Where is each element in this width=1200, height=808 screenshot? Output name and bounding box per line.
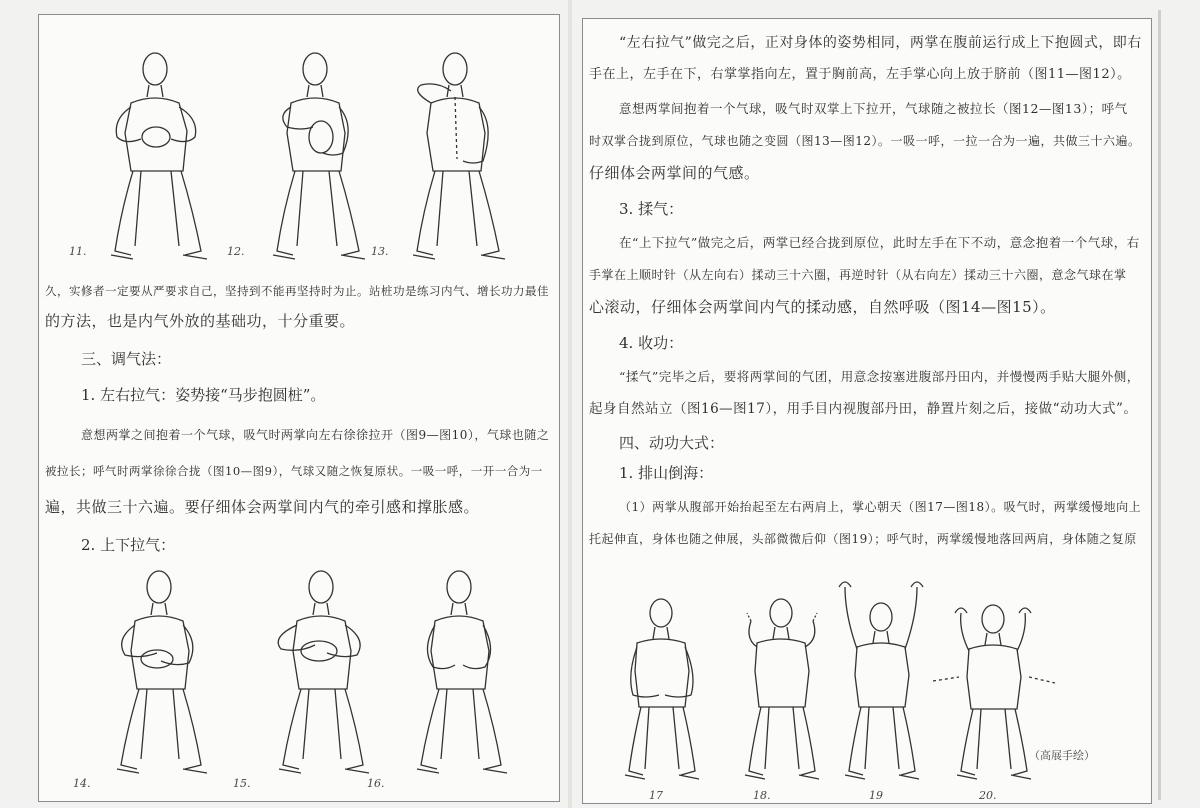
figure-13-holding-ball — [391, 41, 521, 269]
figure-18-lifting — [723, 591, 839, 787]
section-3-heading: 三、调气法： — [81, 350, 172, 368]
text-line: 起身自然站立（图16—图17），用手目内视腹部丹田，静置片刻之后，接做“动功大式”。 — [589, 401, 1138, 417]
text-line: “左右拉气”做完之后，正对身体的姿势相同，两掌在腹前运行成上下抱圆式，即右 — [619, 35, 1142, 51]
figure-17-standing — [603, 591, 719, 787]
text-line: 被拉长；呼气时两掌徐徐合拢（图10—图9），气球又随之恢复原状。一吸一呼，一开一合为一 — [45, 464, 543, 478]
right-page — [582, 18, 1152, 804]
figure-11-number: 11. — [69, 245, 87, 258]
item-3-heading: 3. 揉气： — [619, 200, 684, 218]
text-line: 仔细体会两掌间的气感。 — [589, 164, 760, 182]
figure-19-pushing-up — [823, 575, 939, 787]
figure-11-holding-ball — [91, 41, 221, 269]
text-line: 意想两掌间抱着一个气球，吸气时双掌上下拉开，气球随之被拉长（图12—图13）；呼气 — [619, 101, 1128, 116]
item-1-heading: 1. 左右拉气：姿势接“马步抱圆桩”。 — [81, 386, 326, 404]
figure-18-number: 18. — [753, 789, 771, 802]
illustrator-credit: （高展手绘） — [1029, 749, 1095, 762]
item-4-heading: 4. 收功： — [619, 334, 684, 352]
text-line: 在“上下拉气”做完之后，两掌已经合拢到原位，此时左手在下不动，意念抱着一个气球，右 — [619, 235, 1140, 250]
figure-20-number: 20. — [979, 789, 997, 802]
text-line: 遍，共做三十六遍。要仔细体会两掌间内气的牵引感和撑胀感。 — [45, 498, 480, 516]
item-4-1-heading: 1. 排山倒海： — [619, 464, 714, 482]
item-2-heading: 2. 上下拉气： — [81, 536, 176, 554]
figure-17-number: 17 — [649, 789, 663, 802]
text-line: 时双掌合拢到原位，气球也随之变圆（图13—图12）。一吸一呼，一拉一合为一遍，共做三十六遍。 — [589, 134, 1141, 148]
figure-19-number: 19 — [869, 789, 883, 802]
figure-12-holding-ball — [251, 41, 381, 269]
figure-15-rubbing-ball — [257, 559, 385, 785]
figure-12-number: 12. — [227, 245, 245, 258]
text-line: “揉气”完毕之后，要将两掌间的气团，用意念按塞进腹部丹田内，并慢慢两手贴大腿外侧， — [619, 369, 1140, 384]
text-line: 久，实修者一定要从严要求自己，坚持到不能再坚持时为止。站桩功是练习内气、增长功力最佳 — [45, 284, 549, 298]
left-page — [38, 14, 560, 802]
text-line: 手在上，左手在下，右掌掌指向左，置于胸前高，左手掌心向上放于脐前（图11—图12）。 — [589, 67, 1131, 82]
text-line: 意想两掌之间抱着一个气球，吸气时两掌向左右徐徐拉开（图9—图10），气球也随之 — [81, 428, 550, 442]
figure-14-rubbing-ball — [95, 559, 223, 785]
text-line: 心滚动，仔细体会两掌间内气的揉动感，自然呼吸（图14—图15）。 — [589, 298, 1056, 316]
figure-15-number: 15. — [233, 777, 251, 790]
section-4-heading: 四、动功大式： — [619, 434, 725, 452]
figure-14-number: 14. — [73, 777, 91, 790]
figure-13-number: 13. — [371, 245, 389, 258]
text-line: 手掌在上顺时针（从左向右）揉动三十六圈，再逆时针（从右向左）揉动三十六圈，意念气球在掌 — [589, 268, 1127, 282]
figure-16-number: 16. — [367, 777, 385, 790]
text-line: 托起伸直，身体也随之伸展，头部微微后仰（图19）；呼气时，两掌缓慢地落回两肩，身体随之复原 — [589, 532, 1137, 546]
text-line: （1）两掌从腹部开始抬起至左右两肩上，掌心朝天（图17—图18）。吸气时，两掌缓慢地向上 — [619, 500, 1142, 514]
figure-16-closing — [395, 559, 523, 785]
text-line: 的方法，也是内气外放的基础功，十分重要。 — [45, 312, 356, 330]
